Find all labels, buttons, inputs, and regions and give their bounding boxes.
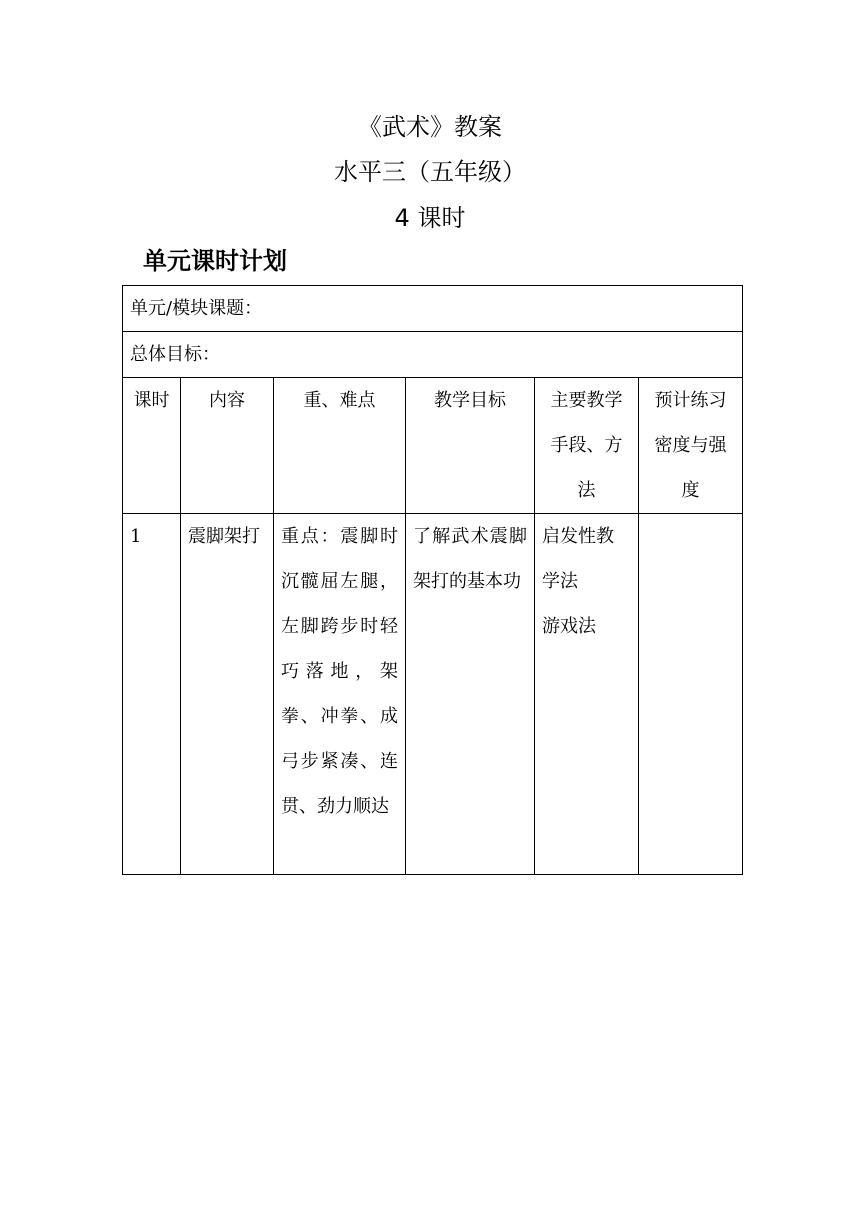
method-item: 游戏法 [542,616,596,637]
column-header-key-points: 重、难点 [274,378,406,514]
document-subtitle-level: 水平三（五年级） [334,158,526,186]
unit-topic-label: 单元/模块课题： [123,286,743,332]
column-header-objective: 教学目标 [406,378,535,514]
document-subtitle-hours: 4 课时 [394,204,466,232]
column-header-density: 预计练习密度与强度 [639,378,743,514]
cell-lesson: 1 [123,514,181,875]
cell-content: 震脚架打 [181,514,274,875]
overall-goal-label: 总体目标： [123,332,743,378]
table-header-row [123,378,743,514]
section-heading: 单元课时计划 [143,247,287,275]
table-row [123,514,743,875]
unit-plan-table [122,285,743,875]
overall-goal-row [123,332,743,378]
cell-objective: 了解武术震脚架打的基本功 [406,514,535,875]
cell-density [639,514,743,875]
column-header-content: 内容 [181,378,274,514]
unit-topic-row [123,286,743,332]
column-header-methods: 主要教学手段、方法 [535,378,639,514]
document-title: 《武术》教案 [358,113,502,141]
column-header-lesson: 课时 [123,378,181,514]
cell-methods [535,514,639,875]
cell-key-points: 重点：震脚时沉髋屈左腿，左脚跨步时轻巧落地，架拳、冲拳、成弓步紧凑、连贯、劲力顺达 [274,514,406,875]
method-item: 启发性教学法 [542,526,614,592]
